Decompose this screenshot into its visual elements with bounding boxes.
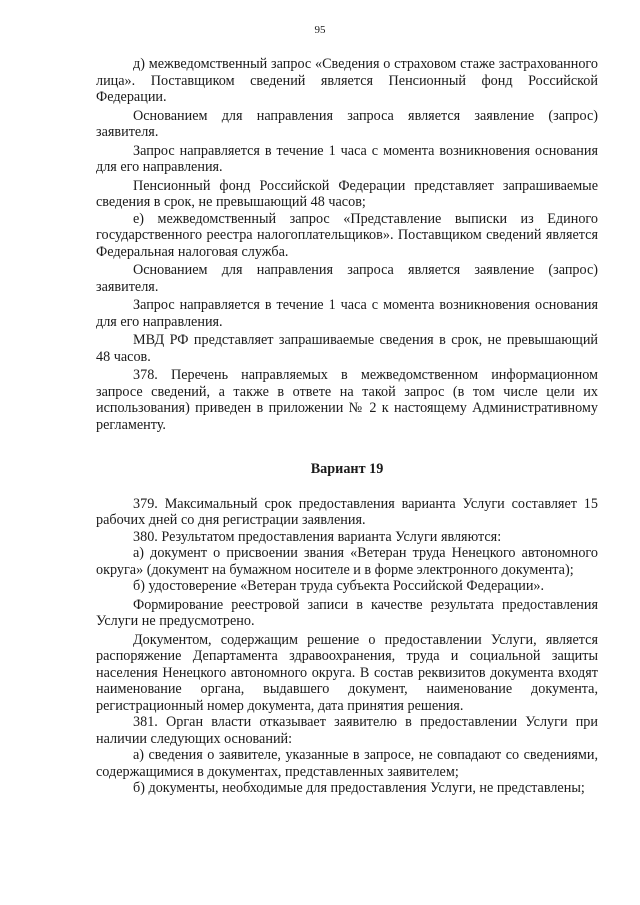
paragraph-380-b: б) удостоверение «Ветеран труда субъекта Российской Федерации». (133, 578, 545, 594)
paragraph-basis-2: Основанием для направления запроса является заявление (запрос) заявителя. (96, 262, 598, 295)
paragraph-380-a: а) документ о присвоении звания «Ветеран труда Ненецкого автономного округа» (документ на бумажном носителе и в форме электронного документа); (96, 545, 598, 578)
paragraph-pfr-response: Пенсионный фонд Российской Федерации представляет запрашиваемые сведения в срок, не превышающий 48 часов; (96, 177, 598, 210)
paragraph-379: 379. Максимальный срок предоставления варианта Услуги составляет 15 рабочих дней со дня регистрации заявления. (96, 495, 598, 528)
paragraph-mvd-response: МВД РФ представляет запрашиваемые сведения в срок, не превышающий 48 часов. (96, 332, 598, 365)
paragraph-timing-1: Запрос направляется в течение 1 часа с момента возникновения основания для его направления. (96, 142, 598, 175)
paragraph-381: 381. Орган власти отказывает заявителю в предоставлении Услуги при наличии следующих оснований: (96, 714, 598, 747)
paragraph-381-a: а) сведения о заявителе, указанные в запросе, не совпадают со сведениями, содержащимися в документах, представленных заявителем; (96, 747, 598, 780)
paragraph-basis-1: Основанием для направления запроса является заявление (запрос) заявителя. (96, 107, 598, 140)
section-heading: Вариант 19 (310, 461, 384, 477)
paragraph-timing-2: Запрос направляется в течение 1 часа с момента возникновения основания для его направления. (96, 297, 598, 330)
paragraph-decision-document: Документом, содержащим решение о предоставлении Услуги, является распоряжение Департамента здравоохранения, труда и социальной защиты населения Ненецкого автономного округа. В состав реквизитов документа входят наименование органа, выдавшего документ, наименование документа, регистрационный номер документа, дата принятия решения. (96, 631, 598, 714)
paragraph-378: 378. Перечень направляемых в межведомственном информационном запросе сведений, а также в ответе на такой запрос (в том числе цели их использования) приведен в приложении № 2 к настоящему Административному регламенту. (96, 367, 598, 433)
document-body (96, 56, 598, 797)
paragraph-request-e: е) межведомственный запрос «Представление выписки из Единого государственного реестра налогоплательщиков». Поставщиком сведений является Федеральная налоговая служба. (96, 210, 598, 260)
page-number: 95 (314, 24, 326, 36)
paragraph-381-b: б) документы, необходимые для предоставления Услуги, не представлены; (133, 780, 585, 796)
paragraph-request-d: д) межведомственный запрос «Сведения о страховом стаже застрахованного лица». Поставщиком сведений является Пенсионный фонд Российской Федерации. (96, 56, 598, 105)
paragraph-380: 380. Результатом предоставления варианта Услуги являются: (133, 528, 502, 545)
paragraph-registry-record: Формирование реестровой записи в качестве результата предоставления Услуги не предусмотрено. (96, 596, 598, 629)
